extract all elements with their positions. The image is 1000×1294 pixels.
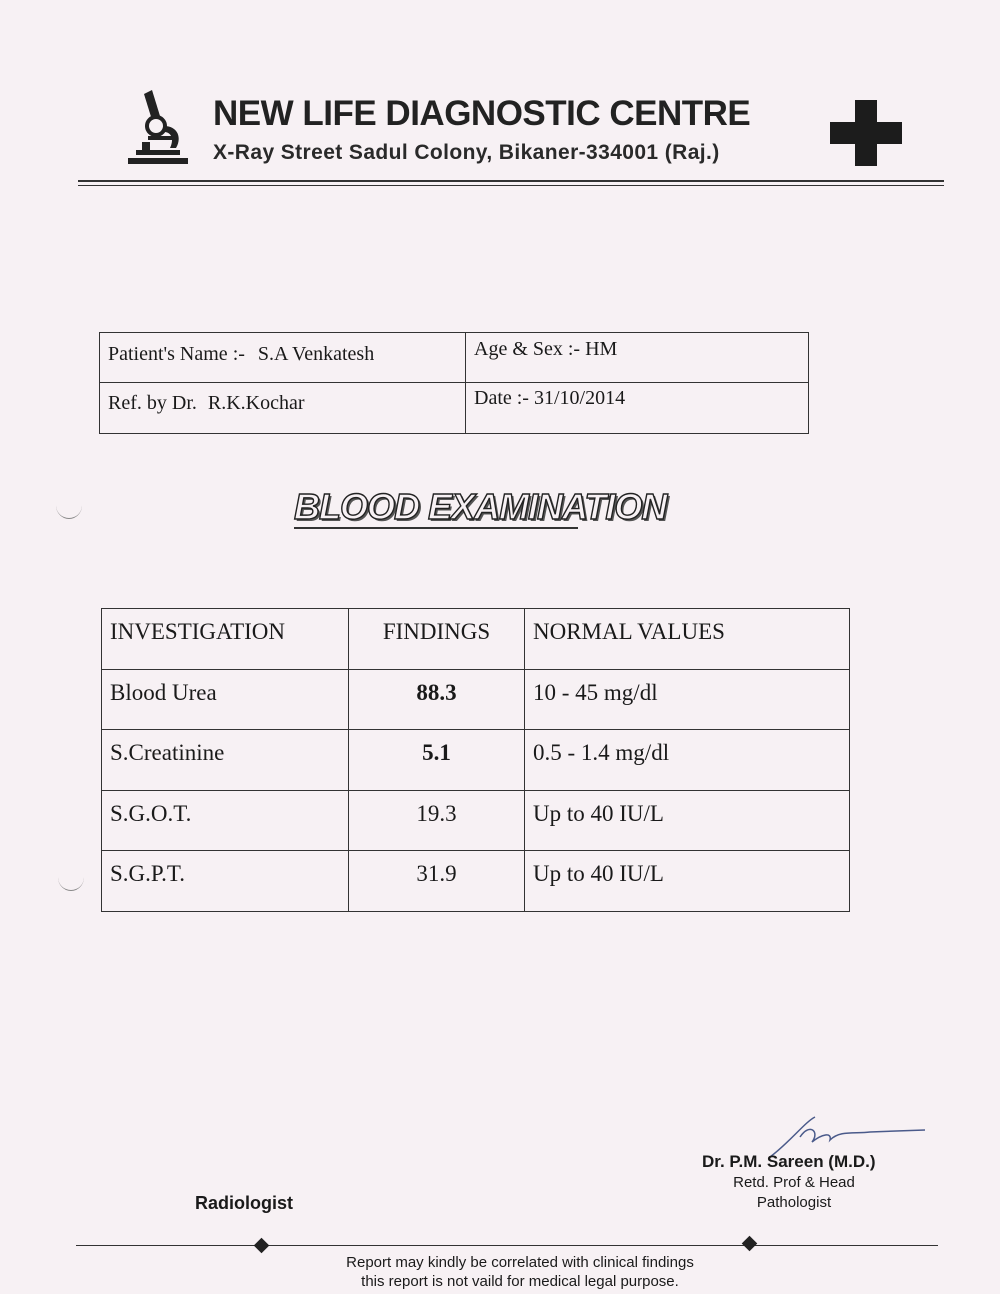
table-row xyxy=(102,851,850,912)
normal-value-cell: Up to 40 IU/L xyxy=(525,851,850,912)
normal-value-cell: 0.5 - 1.4 mg/dl xyxy=(525,730,850,791)
referred-by-field xyxy=(108,392,305,415)
header-findings: FINDINGS xyxy=(349,609,525,670)
finding-cell: 5.1 xyxy=(349,730,525,791)
footer-diamond-left xyxy=(254,1238,270,1254)
referred-by-label: Ref. by Dr. xyxy=(108,392,197,414)
patient-name-label: Patient's Name :- xyxy=(108,343,245,365)
doctor-role: Pathologist xyxy=(756,1194,832,1211)
table-row xyxy=(102,790,850,851)
header-rule-bottom xyxy=(78,185,944,186)
medical-cross-icon xyxy=(830,100,902,166)
table-row xyxy=(102,669,850,730)
doctor-title: Retd. Prof & Head xyxy=(733,1174,855,1191)
footer-note xyxy=(250,1253,790,1291)
date-field xyxy=(474,387,625,410)
age-sex-field xyxy=(474,338,617,361)
footer-diamond-right xyxy=(742,1236,758,1252)
age-sex-value: HM xyxy=(585,338,618,360)
microscope-logo-icon xyxy=(126,86,190,166)
patient-info-box xyxy=(99,332,809,434)
normal-value-cell: 10 - 45 mg/dl xyxy=(525,669,850,730)
centre-address: X-Ray Street Sadul Colony, Bikaner-334001 (Raj.) xyxy=(213,141,720,164)
doctor-name: Dr. P.M. Sareen (M.D.) xyxy=(702,1152,876,1171)
finding-cell: 88.3 xyxy=(349,669,525,730)
results-table xyxy=(101,608,850,912)
report-title: BLOOD EXAMINATION xyxy=(294,486,667,527)
report-title-underline xyxy=(294,527,578,529)
header-investigation: INVESTIGATION xyxy=(102,609,349,670)
date-label: Date :- xyxy=(474,387,529,409)
referred-by-value: R.K.Kochar xyxy=(207,392,305,414)
investigation-cell: S.G.P.T. xyxy=(102,851,349,912)
finding-cell: 19.3 xyxy=(349,790,525,851)
normal-value-cell: Up to 40 IU/L xyxy=(525,790,850,851)
punch-hole-mark xyxy=(58,864,84,891)
table-row xyxy=(102,730,850,791)
centre-name: NEW LIFE DIAGNOSTIC CENTRE xyxy=(213,94,751,133)
punch-hole-mark xyxy=(56,492,82,519)
investigation-cell: S.Creatinine xyxy=(102,730,349,791)
header-normal-values: NORMAL VALUES xyxy=(525,609,850,670)
patient-name-field xyxy=(108,343,374,366)
finding-cell: 31.9 xyxy=(349,851,525,912)
footer-note-line2: this report is not vaild for medical legal purpose. xyxy=(361,1273,679,1290)
date-value: 31/10/2014 xyxy=(533,387,626,409)
investigation-cell: Blood Urea xyxy=(102,669,349,730)
header-rule-top xyxy=(78,180,944,182)
table-header-row xyxy=(102,609,850,670)
age-sex-label: Age & Sex :- xyxy=(474,338,581,360)
footer-note-line1: Report may kindly be correlated with clinical findings xyxy=(346,1254,694,1271)
footer-rule xyxy=(76,1245,938,1246)
investigation-cell: S.G.O.T. xyxy=(102,790,349,851)
radiologist-label: Radiologist xyxy=(195,1193,293,1213)
patient-name-value: S.A Venkatesh xyxy=(257,343,375,365)
